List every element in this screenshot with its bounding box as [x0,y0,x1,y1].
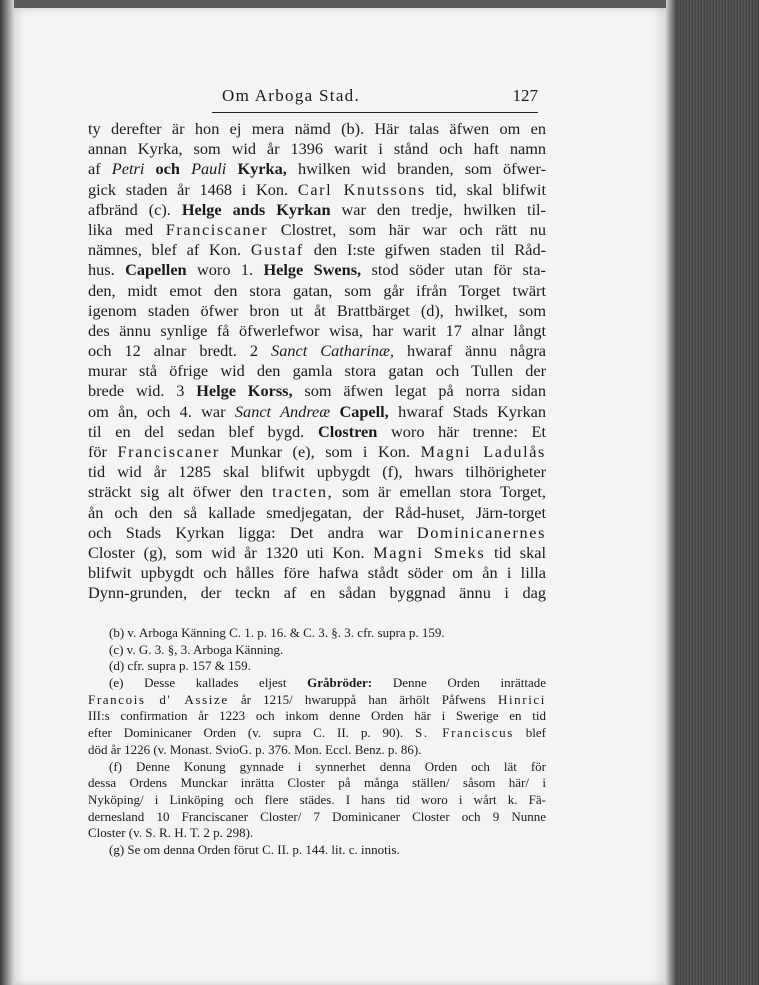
footnote-g: (g) Se om denna Orden förut C. II. p. 144. lit. c. innotis. [109,841,400,857]
text-line: sträckt sig alt öfwer den tracten, som är emellan stora Torget, [88,482,546,502]
body-text [88,119,546,604]
footnote-d: (d) cfr. supra p. 157 & 159. [109,658,251,674]
text-line: af Petri och Pauli Kyrka, hwilken wid branden, som öfwer- [88,159,547,179]
scan-left-edge [0,0,14,985]
footnote-e: (e) Desse kallades eljest Gråbröder: Denne Orden inrättade [109,675,547,691]
footnote-f-cont: Closter (v. S. R. H. T. 2 p. 298). [88,825,254,841]
footnote-b: (b) v. Arboga Känning C. 1. p. 16. & C. 3. §. 3. cfr. supra p. 159. [109,625,445,640]
text-line: om ån, och 4. war Sanct Andreæ Capell, hwaraf Stads Kyrkan [88,401,546,421]
text-line: gick staden år 1468 i Kon. Carl Knutssons tid, skal blifwit [88,179,546,199]
text-line: ty derefter är hon ej mera nämd (b). Här talas äfwen om en [88,119,546,138]
text-line: lika med Franciscaner Clostret, som här war och rätt nu [88,219,547,239]
footnote-e-cont: död år 1226 (v. Monast. SvioG. p. 376. Mon. Eccl. Benz. p. 86). [88,741,422,757]
footnote-f-cont: dernesland 10 Franciscaner Closter/ 7 Dominicaner Closter och 9 Nunne [88,808,546,824]
text-line: den, midt emot den stora gatan, som går ifrån Torget twärt [88,280,546,300]
text-line: des ännu synlige få öfwerlefwor wisa, har warit 17 alnar långt [88,320,546,340]
running-title: Om Arboga Stad. [222,86,361,105]
text-line: Dynn-grunden, der teckn af en sådan byggnad ännu i dag [88,583,546,603]
text-line: igenom staden öfwer bron ut åt Brattbärget (d), hwilket, som [88,300,546,320]
text-line: ån och den så kallade smedjegatan, der Råd-huset, Järn-torget [88,502,546,522]
footnote-e-cont: Francois d' Assize år 1215/ hwaruppå han ärhölt Påfwens Hinrici [88,691,547,707]
footnote-f-cont: Nyköping/ i Linköping och flere städes. I hans tid woro i wårt k. Fä- [88,791,546,807]
footnote-f: (f) Denne Konung gynnade i synnerhet denna Orden och lät för [109,758,546,774]
footnote-c: (c) v. G. 3. §, 3. Arboga Känning. [109,641,284,657]
text-line: brede wid. 3 Helge Korss, som äfwen legat på norra sidan [88,381,547,401]
text-line: hus. Capellen woro 1. Helge Swens, stod söder utan för sta- [88,260,546,280]
book-page-edges [666,0,759,985]
footnote-e-cont: III:s confirmation år 1223 och inkom denne Orden här i Swerige en tid [88,708,546,724]
text-line: murar stå öfrige wid den gamla stora gatan och Tullen der [88,361,546,381]
text-line: tid wid år 1285 skal blifwit upbygdt (f), hwars tilhörigheter [88,462,546,482]
text-line: til en del sedan blef bygd. Clostren woro här trenne: Et [88,421,546,441]
text-line: blifwit upbygdt och hålles före hafwa stådt söder om ån i lilla [88,563,546,583]
text-line: och Stads Kyrkan ligga: Det andra war Dominicanernes [88,522,547,542]
text-line: Closter (g), som wid år 1320 uti Kon. Magni Smeks tid skal [88,542,546,562]
footnotes [88,625,546,859]
text-line: annan Kyrka, som wid år 1396 warit i stånd och haft namn [88,139,546,159]
footnote-f-cont: dessa Ordens Munckar inrätta Closter på många ställen/ såsom här/ i [88,775,546,791]
text-line: nämnes, blef af Kon. Gustaf den I:ste gifwen staden til Råd- [88,240,547,260]
page-number: 127 [512,86,538,105]
page-header [212,80,538,113]
text-line: afbränd (c). Helge ands Kyrkan war den tredje, hwilken til- [88,199,546,219]
text-line: och 12 alnar bredt. 2 Sanct Catharinæ, hwaraf ännu några [88,341,546,361]
text-line: för Franciscaner Munkar (e), som i Kon. Magni Ladulås [88,442,546,461]
footnote-e-cont: efter Dominicaner Orden (v. supra C. II. p. 90). S. Franciscus blef [88,725,547,741]
